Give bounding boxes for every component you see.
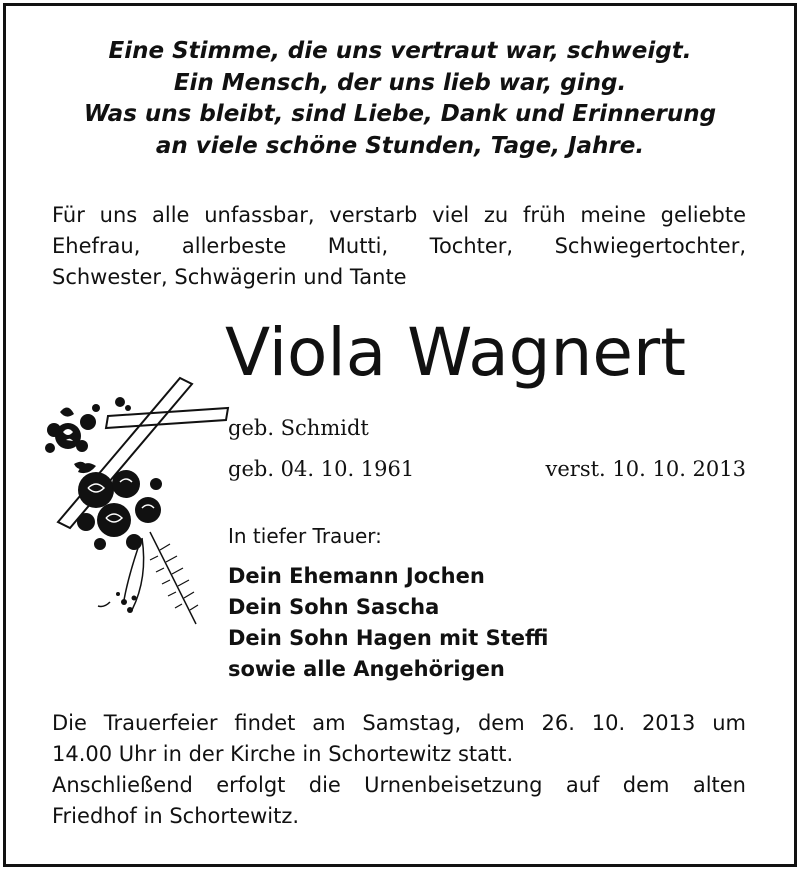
funeral-line: 14.00 Uhr in der Kirche in Schortewitz statt. (52, 742, 514, 766)
mourner: Dein Sohn Sascha (228, 595, 440, 619)
funeral-line: Die Trauerfeier findet am Samstag, dem 26. 10. 2013 um (52, 711, 746, 735)
funeral-line: Friedhof in Schortewitz. (52, 804, 300, 828)
mourners-list (228, 561, 548, 685)
poem-line: Was uns bleibt, sind Liebe, Dank und Erinnerung (83, 101, 717, 127)
intro-line: Für uns alle unfassbar, verstarb viel zu früh meine geliebte (52, 203, 746, 227)
intro-line: Ehefrau, allerbeste Mutti, Tochter, Schwiegertochter, (52, 234, 746, 258)
funeral-details (52, 708, 746, 832)
mourner: Dein Ehemann Jochen (228, 564, 485, 588)
mourner: sowie alle Angehörigen (228, 657, 505, 681)
maiden-name: geb. Schmidt (228, 416, 369, 440)
mourning-heading: In tiefer Trauer: (228, 524, 382, 548)
intro-line: Schwester, Schwägerin und Tante (52, 265, 407, 289)
birth-date: geb. 04. 10. 1961 (228, 457, 415, 481)
death-date: verst. 10. 10. 2013 (545, 457, 746, 481)
funeral-line: Anschließend erfolgt die Urnenbeisetzung auf dem alten (52, 773, 746, 797)
life-dates (228, 457, 746, 481)
poem-line: Ein Mensch, der uns lieb war, ging. (173, 69, 627, 96)
intro-text (52, 200, 746, 293)
poem-line: an viele schöne Stunden, Tage, Jahre. (155, 132, 645, 159)
deceased-name: Viola Wagnert (225, 314, 687, 391)
mourner: Dein Sohn Hagen mit Steffi (228, 626, 549, 650)
poem-line: Eine Stimme, die uns vertraut war, schweigt. (108, 38, 692, 64)
poem (0, 36, 800, 162)
cross-with-roses-icon (30, 372, 240, 632)
